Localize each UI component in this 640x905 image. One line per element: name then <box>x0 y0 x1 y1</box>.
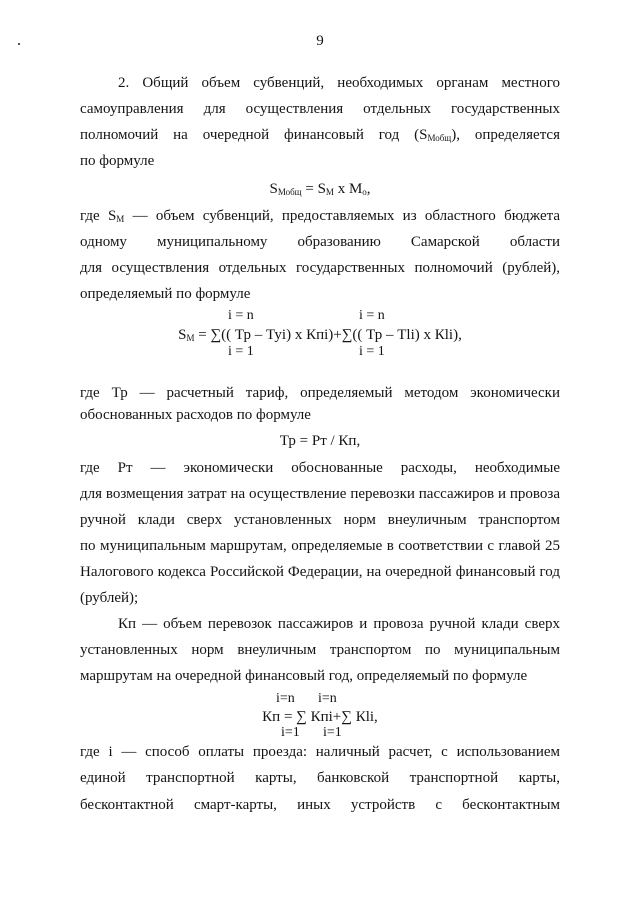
paragraph-line: самоуправления для осуществления отдельных государственных <box>80 101 560 117</box>
sum-upper-limit: i=n <box>276 691 295 706</box>
paragraph-line: маршрутам на очередной финансовый год, определяемый по формуле <box>80 668 528 684</box>
paragraph-line: по муниципальным маршрутам, определяемые в соответствии с главой 25 <box>80 538 560 554</box>
paragraph-line: для осуществления отдельных государственных полномочий (рублей), <box>80 260 560 276</box>
paragraph-line: бесконтактной смарт-карты, иных устройств с бесконтактным <box>80 797 560 813</box>
paragraph-line: полномочий на очередной финансовый год $(S_{Мобщ})$, определяется <box>80 127 560 143</box>
paragraph-line: одному муниципальному образованию Самарской области <box>80 234 560 250</box>
sum-lower-limit: i = 1 <box>228 344 254 359</box>
formula-body: $S_M$ = ∑(( Тр – Туi) x Кпi)+∑(( Тр – Тli) x Кli), <box>178 327 462 343</box>
paragraph-line: определяемый по формуле <box>80 286 251 302</box>
sum-upper-limit: i = n <box>359 308 385 323</box>
sum-lower-limit: i=1 <box>323 725 342 740</box>
formula-total-subvention: $S_{Мобщ} = S_M$ x $M_o$, <box>269 181 371 197</box>
paragraph-line: (рублей); <box>80 590 139 606</box>
paragraph-line: где Тр — расчетный тариф, определяемый методом экономически <box>80 385 560 401</box>
paragraph-line: 2. Общий объем субвенций, необходимых органам местного <box>118 75 560 91</box>
sum-lower-limit: i=1 <box>281 725 300 740</box>
formula-tariff: Тр = Рт / Кп, <box>279 433 361 449</box>
paragraph-line: где Рт — экономически обоснованные расходы, необходимые <box>80 460 560 476</box>
paragraph-line: для возмещения затрат на осуществление перевозки пассажиров и провоза <box>80 486 560 502</box>
sum-upper-limit: i = n <box>228 308 254 323</box>
paragraph-line: установленных норм внеуличным транспортом по муниципальным <box>80 642 560 658</box>
paragraph-line: по формуле <box>80 153 155 169</box>
paragraph-line: Налогового кодекса Российской Федерации, на очередной финансовый год <box>80 564 560 580</box>
sum-upper-limit: i=n <box>318 691 337 706</box>
paragraph-line: Кп — объем перевозок пассажиров и провоза ручной клади сверх <box>118 616 560 632</box>
paragraph-line: единой транспортной карты, банковской транспортной карты, <box>80 770 560 786</box>
sum-lower-limit: i = 1 <box>359 344 385 359</box>
paragraph-line: где $S_M$ — объем субвенций, предоставляемых из областного бюджета <box>80 208 560 224</box>
paragraph-line: ручной клади сверх установленных норм внеуличным транспортом <box>80 512 560 528</box>
page-number: 9 <box>316 33 324 49</box>
formula-body: Кп = ∑ Кпi+∑ Кli, <box>262 709 378 725</box>
paragraph-line: обоснованных расходов по формуле <box>80 407 311 423</box>
paragraph-line: где i — способ оплаты проезда: наличный расчет, с использованием <box>80 744 560 760</box>
